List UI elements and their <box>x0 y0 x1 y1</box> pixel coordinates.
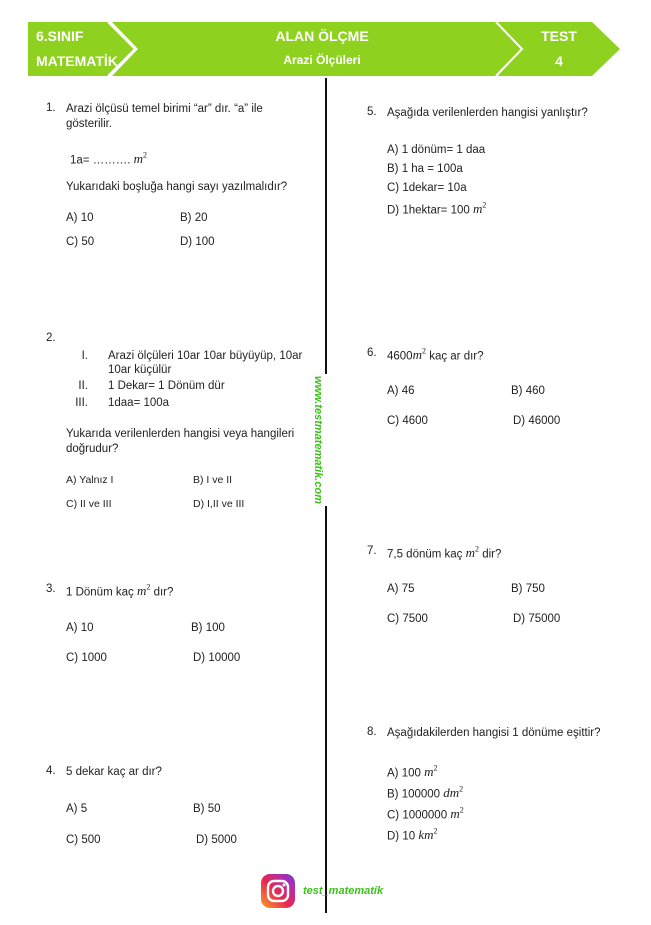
option-c[interactable]: C) 500 <box>66 834 101 846</box>
test-number: 4 <box>555 53 563 69</box>
option-a[interactable]: A) 10 <box>66 622 94 634</box>
statement-text: Arazi ölçüleri 10ar 10ar büyüyüp, 10ar <box>108 350 303 362</box>
option-a[interactable]: A) 75 <box>387 583 415 595</box>
question-text: Aşağıdakilerden hangisi 1 dönüme eşittir? <box>387 727 601 739</box>
watermark-url: www.testmatematik.com <box>308 374 328 506</box>
grade-label: 6.SINIF <box>36 28 84 44</box>
statement-numeral: I. <box>81 350 88 362</box>
option-d[interactable]: D) 46000 <box>513 415 561 427</box>
option-a[interactable]: A) 100 $m^2$ <box>387 764 438 780</box>
question-text: 5 dekar kaç ar dır? <box>66 766 162 778</box>
option-c[interactable]: C) 7500 <box>387 613 428 625</box>
question-text: 1 Dönüm kaç $m^2$ dır? <box>66 583 174 599</box>
instagram-icon <box>261 874 295 908</box>
subject-label: MATEMATİK <box>36 53 118 69</box>
question-number: 6. <box>367 347 377 359</box>
question-text: $4600m^2$ kaç ar dır? <box>387 347 484 363</box>
question-text: Aşağıda verilenlerden hangisi yanlıştır? <box>387 107 588 119</box>
question-number: 3. <box>46 583 56 595</box>
option-d[interactable]: D) I,II ve III <box>193 498 245 510</box>
option-b[interactable]: B) 1 ha = 100a <box>387 163 463 175</box>
option-c[interactable]: C) 1000000 $m^2$ <box>387 806 464 822</box>
option-b[interactable]: B) 460 <box>511 385 545 397</box>
question-number: 7. <box>367 545 377 557</box>
question-number: 4. <box>46 765 56 777</box>
topic-title: ALAN ÖLÇME <box>275 28 369 44</box>
question-number: 8. <box>367 726 377 738</box>
topic-subtitle: Arazi Ölçüleri <box>283 53 361 67</box>
option-a[interactable]: A) 5 <box>66 803 88 815</box>
option-a[interactable]: A) 10 <box>66 212 94 224</box>
question-text: gösterilir. <box>66 118 113 130</box>
option-c[interactable]: C) 4600 <box>387 415 428 427</box>
statement-numeral: III. <box>75 397 88 409</box>
option-d[interactable]: D) 5000 <box>196 834 237 846</box>
option-d[interactable]: D) 1hektar= 100 $m^2$ <box>387 201 487 217</box>
statement-text: 10ar küçülür <box>108 364 172 376</box>
option-b[interactable]: B) 50 <box>193 803 221 815</box>
option-b[interactable]: B) 100 <box>191 622 225 634</box>
statement-numeral: II. <box>78 380 88 392</box>
formula: 1a= ………. $m^2$ <box>70 151 147 167</box>
question-number: 2. <box>46 332 56 344</box>
option-d[interactable]: D) 75000 <box>513 613 561 625</box>
option-a[interactable]: A) 46 <box>387 385 415 397</box>
question-text: Arazi ölçüsü temel birimi “ar” dır. “a” ile <box>66 103 263 115</box>
option-c[interactable]: C) 1000 <box>66 652 107 664</box>
option-a[interactable]: A) Yalnız I <box>66 474 114 486</box>
option-c[interactable]: C) 50 <box>66 236 95 248</box>
option-a[interactable]: A) 1 dönüm= 1 daa <box>387 144 486 156</box>
option-b[interactable]: B) 20 <box>180 212 208 224</box>
test-label: TEST <box>541 28 577 44</box>
option-d[interactable]: D) 10 $km^2$ <box>387 827 438 843</box>
option-b[interactable]: B) 100000 $dm^2$ <box>387 785 464 801</box>
question-prompt: Yukarıdaki boşluğa hangi sayı yazılmalıdır? <box>66 181 288 193</box>
option-d[interactable]: D) 100 <box>180 236 215 248</box>
question-text: 7,5 dönüm kaç $m^2$ dir? <box>387 545 502 561</box>
option-d[interactable]: D) 10000 <box>193 652 241 664</box>
statement-text: 1daa= 100a <box>108 397 170 409</box>
question-prompt: Yukarıda verilenlerden hangisi veya hangileri <box>66 428 295 440</box>
option-c[interactable]: C) 1dekar= 10a <box>387 182 467 194</box>
question-prompt: doğrudur? <box>66 443 119 455</box>
instagram-handle[interactable]: test_matematik <box>303 885 384 897</box>
option-b[interactable]: B) I ve II <box>193 474 233 486</box>
question-number: 1. <box>46 102 56 114</box>
statement-text: 1 Dekar= 1 Dönüm dür <box>108 380 225 392</box>
question-number: 5. <box>367 106 377 118</box>
option-b[interactable]: B) 750 <box>511 583 545 595</box>
option-c[interactable]: C) II ve III <box>66 498 112 510</box>
